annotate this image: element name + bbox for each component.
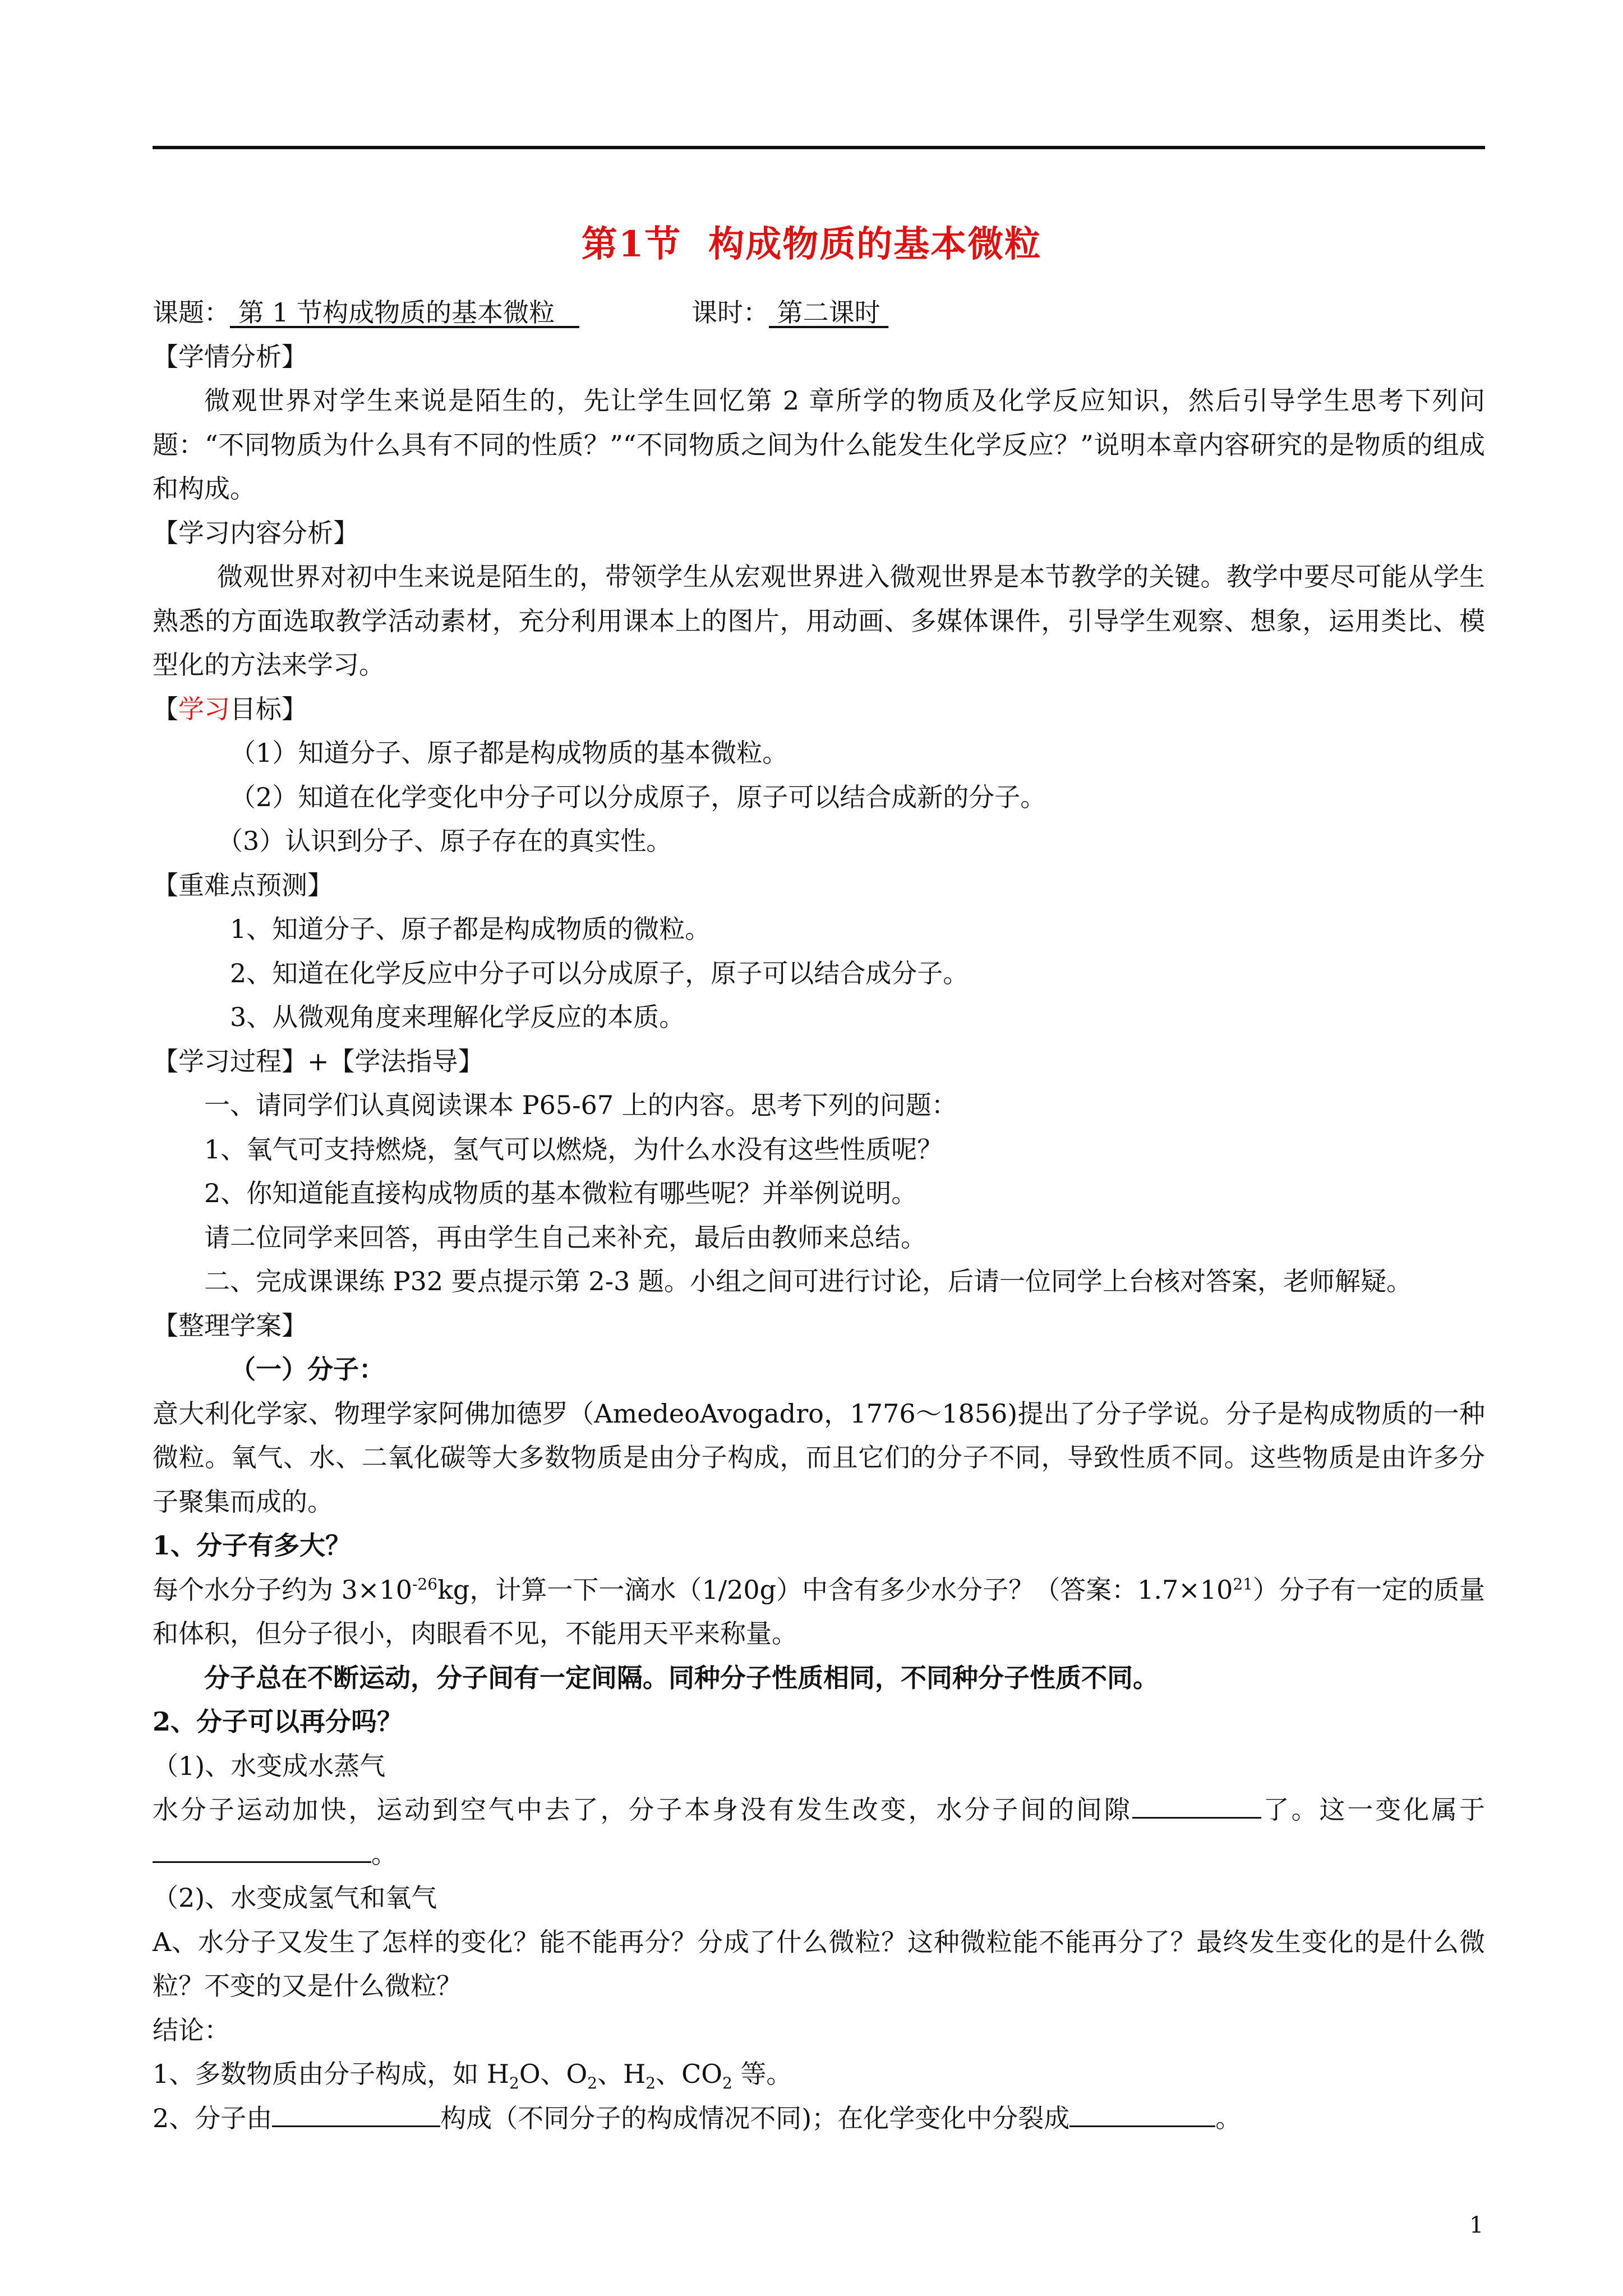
- page-number: 1: [1469, 2212, 1484, 2238]
- conclusion-label: 结论：: [153, 2014, 230, 2045]
- header-rule: [153, 146, 1485, 149]
- question-1-text: 每个水分子约为 $3\times 10^{-26}kg$，计算一下一滴水（1/20g）中含有多少水分子？（答案：$1.7\times 10^{21}$）分子有一定的质量和体积，但分子很小，肉眼看不见，不能用天平来称量。: [153, 1574, 1485, 1649]
- neirong-paragraph: 微观世界对初中生来说是陌生的，带领学生从宏观世界进入微观世界是本节教学的关键。教学中要尽可能从学生熟悉的方面选取教学活动素材，充分利用课本上的图片，用动画、多媒体课件，引导学生观察、想象，运用类比、模型化的方法来学习。: [153, 562, 1485, 680]
- mubiao-item: （2）知道在化学变化中分子可以分成原子，原子可以结合成新的分子。: [230, 781, 1046, 812]
- xueqing-paragraph: 微观世界对学生来说是陌生的，先让学生回忆第 2 章所学的物质及化学反应知识，然后引导学生思考下列问题：“不同物质为什么具有不同的性质？”“不同物质之间为什么能发生化学反应？”说明本章内容研究的是物质的组成和构成。: [153, 385, 1485, 504]
- zhongnan-item: 2、知道在化学反应中分子可以分成原子，原子可以结合成分子。: [230, 958, 969, 988]
- case-2-heading: （2)、水变成氢气和氧气: [153, 1883, 437, 1913]
- period-value: 第二课时: [769, 297, 889, 328]
- title-text: 构成物质的基本微粒: [708, 223, 1042, 265]
- period-label: 课时：: [691, 297, 769, 328]
- title-section-number: 第1节: [581, 223, 682, 265]
- fill-blank[interactable]: [1069, 2103, 1215, 2127]
- question-1: 1、分子有多大？: [153, 1530, 352, 1561]
- question-2: 2、分子可以再分吗？: [153, 1706, 403, 1737]
- topic-label: 课题：: [153, 297, 230, 328]
- mubiao-heading-highlight: 学习: [178, 693, 230, 724]
- course-info-line: [153, 291, 1485, 335]
- conclusion-2: 2、分子由 构成（不同分子的构成情况不同)；在化学变化中分裂成 。: [153, 2102, 1242, 2133]
- guocheng-line: 1、氧气可支持燃烧，氢气可以燃烧，为什么水没有这些性质呢？: [204, 1134, 943, 1165]
- page-title: [0, 215, 1623, 267]
- fill-blank[interactable]: [272, 2103, 440, 2127]
- mubiao-item: （1）知道分子、原子都是构成物质的基本微粒。: [230, 738, 789, 768]
- mubiao-heading: 【学习目标】: [153, 693, 307, 724]
- mubiao-item: （3）认识到分子、原子存在的真实性。: [217, 826, 672, 856]
- case-1-heading: （1)、水变成水蒸气: [153, 1750, 386, 1781]
- molecule-intro: 意大利化学家、物理学家阿佛加德罗（AmedeoAvogadro，1776～1856)提出了分子学说。分子是构成物质的一种微粒。氧气、水、二氧化碳等大多数物质是由分子构成，而且它们的分子不同，导致性质不同。这些物质是由许多分子聚集而成的。: [153, 1398, 1485, 1517]
- zhongnan-heading: 【重难点预测】: [153, 869, 333, 900]
- guocheng-line: 一、请同学们认真阅读课本 P65-67 上的内容。思考下列的问题：: [204, 1090, 957, 1120]
- case-2-text: A、水分子又发生了怎样的变化？能不能再分？分成了什么微粒？这种微粒能不能再分了？最终发生变化的是什么微粒？不变的又是什么微粒？: [153, 1926, 1485, 2001]
- topic-value: 第 1 节构成物质的基本微粒: [230, 297, 579, 328]
- zhongnan-item: 1、知道分子、原子都是构成物质的微粒。: [230, 914, 711, 944]
- guocheng-paragraph-2: 二、完成课课练 P32 要点提示第 2-3 题。小组之间可进行讨论，后请一位同学上台核对答案，老师解疑。: [204, 1266, 1413, 1296]
- neirong-heading: 【学习内容分析】: [153, 517, 359, 548]
- case-1-text: 水分子运动加快，运动到空气中去了，分子本身没有发生改变，水分子间的间隙 了。这一变化属于。: [153, 1795, 1486, 1869]
- guocheng-heading: 【学习过程】+【学法指导】: [153, 1046, 484, 1076]
- zhongnan-item: 3、从微观角度来理解化学反应的本质。: [230, 1002, 685, 1032]
- guocheng-line: 请二位同学来回答，再由学生自己来补充，最后由教师来总结。: [204, 1222, 926, 1253]
- document-body: [153, 291, 1485, 2140]
- conclusion-1: 1、多数物质由分子构成，如 $H_2O$、$O_2$、$H_2$、$CO_2$ 等。: [153, 2059, 792, 2093]
- fill-blank[interactable]: [1132, 1795, 1261, 1819]
- guocheng-line: 2、你知道能直接构成物质的基本微粒有哪些呢？并举例说明。: [204, 1178, 917, 1208]
- xueqing-heading: 【学情分析】: [153, 341, 307, 372]
- fill-blank[interactable]: [153, 1839, 371, 1863]
- zhengli-heading: 【整理学案】: [153, 1310, 307, 1341]
- molecule-subheading: （一）分子：: [230, 1354, 385, 1384]
- key-statement: 分子总在不断运动，分子间有一定间隔。同种分子性质相同，不同种分子性质不同。: [204, 1662, 1159, 1693]
